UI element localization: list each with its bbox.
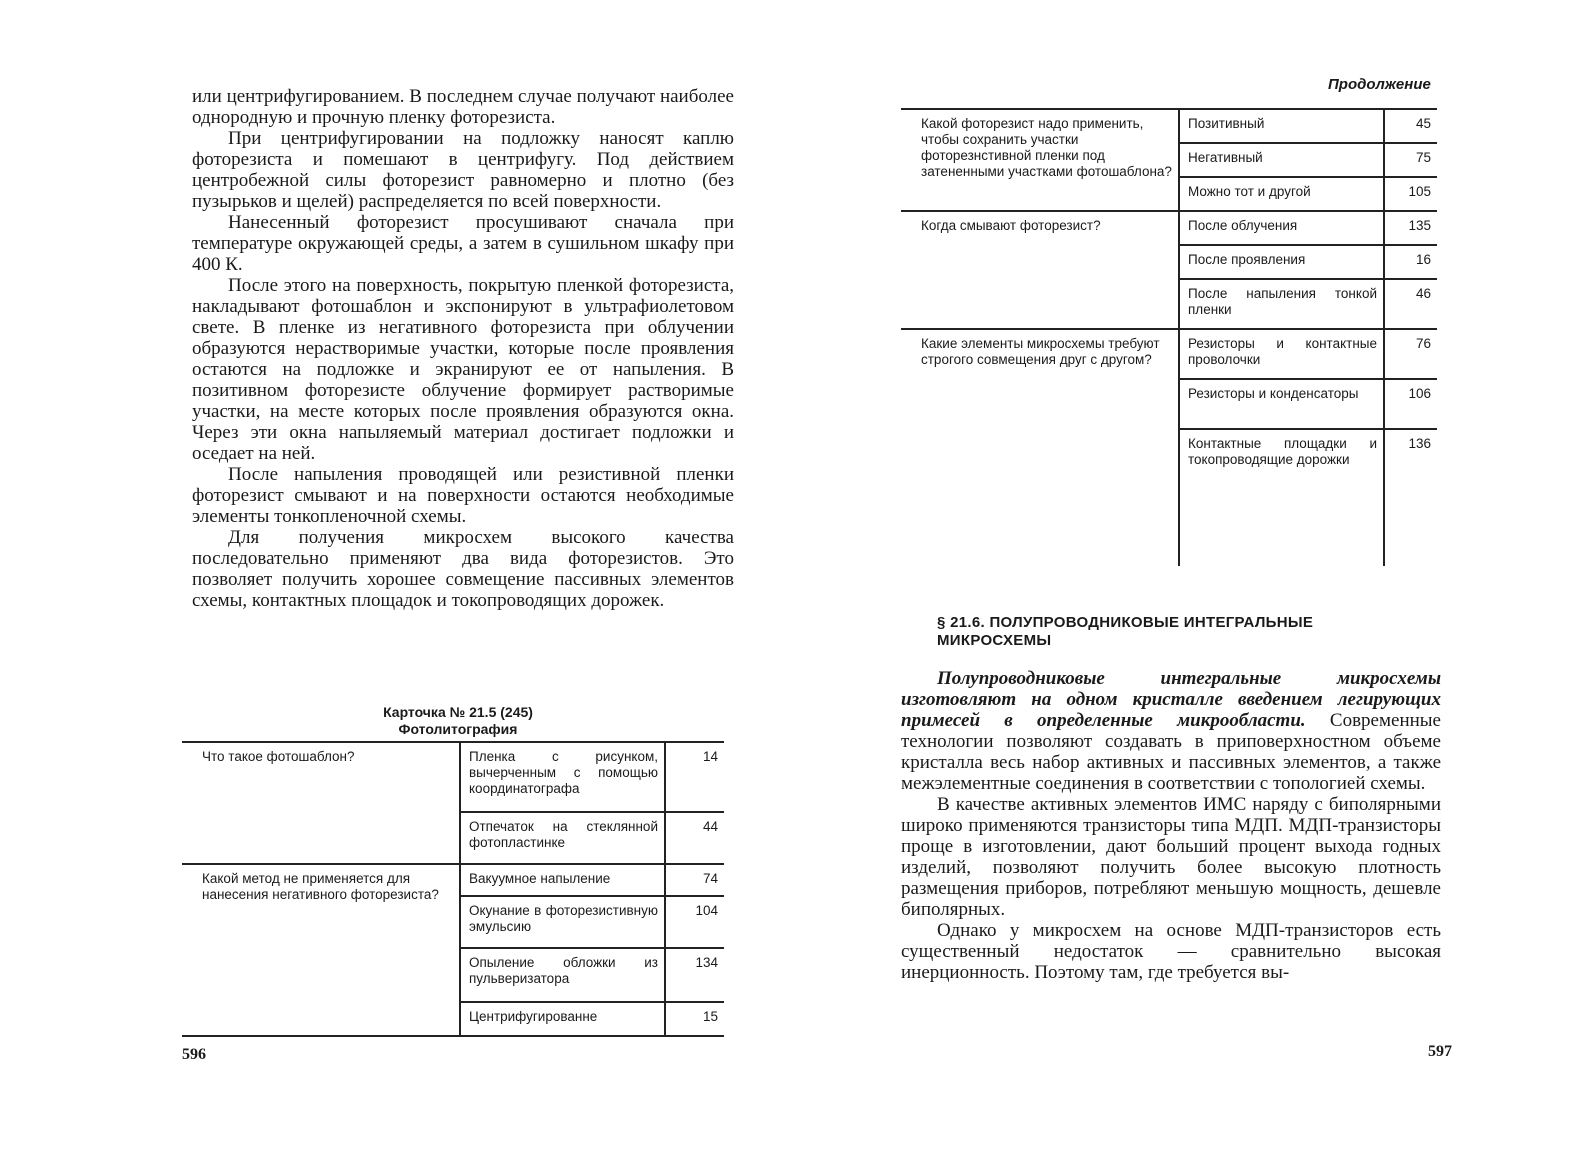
answer-number: 74 xyxy=(665,864,724,896)
table-row xyxy=(182,742,724,812)
answer-cell: Вакуумное напыление xyxy=(460,864,665,896)
question-cell: Что такое фотошаблон? xyxy=(182,742,460,864)
answer-number: 134 xyxy=(665,948,724,1002)
answer-cell: Резисторы и конденсаторы xyxy=(1179,379,1384,429)
answer-number: 135 xyxy=(1384,211,1437,245)
right-page xyxy=(791,0,1583,1153)
paragraph: В качестве активных элементов ИМС наряду с биполярными широко применяются транзисторы типа МДП. МДП-транзисторы проще в изготовлении, дают больший процент выхода годных изделий, позволяют получить более высокую плотность размещения приборов, потребляют меньшую мощность, дешевле биполярных. xyxy=(901,794,1441,920)
question-cell: Какие элементы микросхемы требуют строгого совмещения друг с другом? xyxy=(921,336,1160,367)
paragraph: или центрифугированием. В последнем случае получают наиболее однородную и прочную пленку фоторезиста. xyxy=(192,86,734,128)
answer-number: 105 xyxy=(1384,177,1437,211)
answer-cell: Окунание в фоторезистивную эмульсию xyxy=(460,896,665,948)
answer-number: 136 xyxy=(1384,429,1437,566)
answer-number: 45 xyxy=(1384,109,1437,143)
card-caption xyxy=(192,704,724,738)
question-cell: Какой фоторезист надо применить, чтобы сохранить участки фоторезнстивной пленки под затененными участками фотошаблона? xyxy=(901,109,1179,211)
left-page xyxy=(0,0,791,1153)
answer-number: 76 xyxy=(1384,329,1437,379)
answer-cell: Можно тот и другой xyxy=(1179,177,1384,211)
paragraph: При центрифугировании на подложку наносят каплю фоторезиста и помешают в центрифугу. Под действием центробежной силы фоторезист равномерно и плотно (без пузырьков и щелей) распределяется по всей поверхности. xyxy=(192,128,734,212)
intro-definition: Полупроводниковые интегральные микросхемы изготовляют на одном кристалле введением легирующих примесей в определенные микрообласти. xyxy=(901,668,1441,731)
paragraph: Для получения микросхем высокого качества последовательно применяют два вида фоторезистов. Это позволяет получить хорошее совмещение пассивных элементов схемы, контактных площадок и токопроводящих дорожек. xyxy=(192,527,734,611)
table-row xyxy=(901,329,1437,379)
answer-cell: После напыления тонкой пленки xyxy=(1179,279,1384,329)
card-table-right xyxy=(901,108,1437,566)
table-row xyxy=(901,109,1437,143)
answer-number: 16 xyxy=(1384,245,1437,279)
paragraph: После напыления проводящей или резистивной пленки фоторезист смывают и на поверхности остаются необходимые элементы тонкопленочной схемы. xyxy=(192,464,734,527)
card-subtitle: Фотолитография xyxy=(398,721,518,737)
right-body-text xyxy=(901,668,1441,983)
section-heading: § 21.6. ПОЛУПРОВОДНИКОВЫЕ ИНТЕГРАЛЬНЫЕ МИКРОСХЕМЫ xyxy=(937,614,1314,649)
question-cell: Какой метод не применяется для нанесения негативного фоторезиста? xyxy=(202,871,439,902)
answer-number: 46 xyxy=(1384,279,1437,329)
answer-cell: После облучения xyxy=(1179,211,1384,245)
continued-label: Продолжение xyxy=(1328,76,1431,93)
answer-cell: Опыление обложки из пульверизатора xyxy=(460,948,665,1002)
paragraph: Нанесенный фоторезист просушивают сначала при температуре окружающей среды, а затем в сушильном шкафу при 400 К. xyxy=(192,212,734,275)
answer-cell: После проявления xyxy=(1179,245,1384,279)
paragraph: Однако у микросхем на основе МДП-транзисторов есть существенный недостаток — сравнительно высокая инерционность. Поэтому там, где требуется вы- xyxy=(901,920,1441,983)
card-title: Карточка № 21.5 (245) xyxy=(383,704,533,720)
answer-cell: Центрифугированне xyxy=(460,1002,665,1036)
intro-continuation: Современные технологии позволяют создавать в приповерхностном объеме кристалла весь набор активных и пассивных элементов, а также межэлементные соединения в соответствии с топологией схемы. xyxy=(901,710,1441,794)
intro-paragraph xyxy=(901,668,1441,794)
answer-number: 14 xyxy=(665,742,724,812)
answer-cell: Позитивный xyxy=(1179,109,1384,143)
page-number: 597 xyxy=(1428,1043,1452,1060)
answer-number: 75 xyxy=(1384,143,1437,177)
table-row xyxy=(182,864,724,896)
answer-number: 106 xyxy=(1384,379,1437,429)
answer-number: 104 xyxy=(665,896,724,948)
answer-number: 15 xyxy=(665,1002,724,1036)
question-cell: Когда смывают фоторезист? xyxy=(901,211,1179,329)
page-number: 596 xyxy=(182,1046,206,1063)
answer-cell: Контактные площадки и токопроводящие дорожки xyxy=(1179,429,1384,566)
left-body-text xyxy=(192,86,734,611)
answer-cell: Резисторы и контактные проволочки xyxy=(1179,329,1384,379)
paragraph: После этого на поверхность, покрытую пленкой фоторезиста, накладывают фотошаблон и экспонируют в ультрафиолетовом свете. В пленке из негативного фоторезиста при облучении образуются нерастворимые участки, которые после проявления остаются на подложке и экранируют ее от напыления. В позитивном фоторезисте облучение формирует растворимые участки, на месте которых после проявления образуются окна. Через эти окна напыляемый материал достигает подложки и оседает на ней. xyxy=(192,275,734,464)
answer-number: 44 xyxy=(665,812,724,864)
card-table-left xyxy=(182,741,724,1037)
answer-cell: Отпечаток на стеклянной фотопластинке xyxy=(460,812,665,864)
answer-cell: Пленка с рисунком, вычерченным с помощью координатографа xyxy=(460,742,665,812)
answer-cell: Негативный xyxy=(1179,143,1384,177)
table-row xyxy=(901,211,1437,245)
